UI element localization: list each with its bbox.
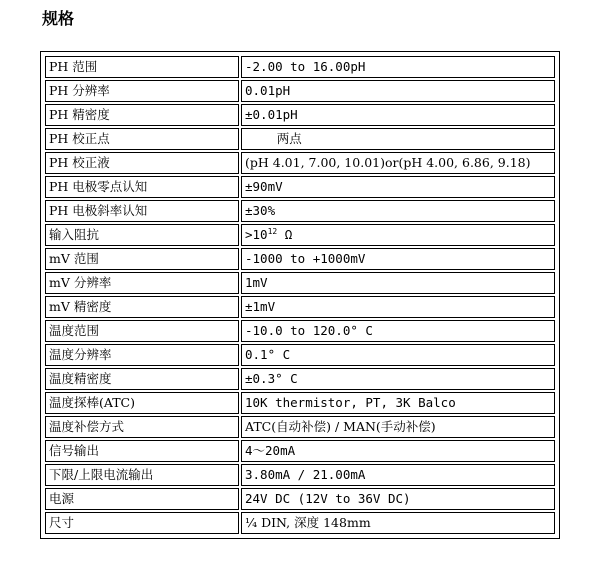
spec-value: 3.80mA / 21.00mA — [241, 464, 555, 486]
spec-value: 0.1° C — [241, 344, 555, 366]
spec-key: PH 分辨率 — [45, 80, 239, 102]
spec-value: ±90mV — [241, 176, 555, 198]
spec-value: ±0.01pH — [241, 104, 555, 126]
spec-key: PH 范围 — [45, 56, 239, 78]
impedance-prefix: >10 — [245, 227, 268, 242]
spec-key: 下限/上限电流输出 — [45, 464, 239, 486]
table-row — [45, 416, 555, 438]
spec-value: 24V DC (12V to 36V DC) — [241, 488, 555, 510]
spec-key: 温度范围 — [45, 320, 239, 342]
table-row — [45, 320, 555, 342]
table-row — [45, 344, 555, 366]
table-row — [45, 200, 555, 222]
spec-value: 10K thermistor, PT, 3K Balco — [241, 392, 555, 414]
table-row — [45, 248, 555, 270]
impedance-exponent: 12 — [267, 226, 278, 236]
table-row — [45, 368, 555, 390]
spec-key: 电源 — [45, 488, 239, 510]
table-row — [45, 104, 555, 126]
spec-key: 温度精密度 — [45, 368, 239, 390]
spec-key: 输入阻抗 — [45, 224, 239, 246]
table-row — [45, 464, 555, 486]
spec-value: -1000 to +1000mV — [241, 248, 555, 270]
spec-value: -10.0 to 120.0° C — [241, 320, 555, 342]
spec-value: 4～20mA — [241, 440, 555, 462]
table-row — [45, 128, 555, 150]
spec-key: mV 分辨率 — [45, 272, 239, 294]
spec-value: 两点 — [241, 128, 555, 150]
spec-value: 1mV — [241, 272, 555, 294]
table-row — [45, 80, 555, 102]
impedance-unit: Ω — [277, 227, 293, 242]
spec-value: (pH 4.01, 7.00, 10.01)or(pH 4.00, 6.86, 9.18) — [241, 152, 555, 174]
spec-key: PH 电极斜率认知 — [45, 200, 239, 222]
table-row — [45, 56, 555, 78]
spec-key: 温度探棒(ATC) — [45, 392, 239, 414]
spec-key: 温度补偿方式 — [45, 416, 239, 438]
spec-table — [40, 51, 560, 539]
table-row — [45, 296, 555, 318]
spec-key: 尺寸 — [45, 512, 239, 534]
table-row — [45, 488, 555, 510]
table-row — [45, 224, 555, 246]
spec-value: ±0.3° C — [241, 368, 555, 390]
spec-key: PH 校正点 — [45, 128, 239, 150]
spec-key: PH 校正液 — [45, 152, 239, 174]
table-row — [45, 272, 555, 294]
spec-key: PH 电极零点认知 — [45, 176, 239, 198]
spec-table-grid — [43, 54, 557, 536]
spec-key: 温度分辨率 — [45, 344, 239, 366]
spec-value: ATC(自动补偿) / MAN(手动补偿) — [241, 416, 555, 438]
page-title: 规格 — [42, 9, 75, 28]
spec-value — [241, 224, 555, 246]
spec-value: ±30% — [241, 200, 555, 222]
spec-key: 信号输出 — [45, 440, 239, 462]
table-row — [45, 152, 555, 174]
spec-value: -2.00 to 16.00pH — [241, 56, 555, 78]
spec-key: PH 精密度 — [45, 104, 239, 126]
table-row — [45, 176, 555, 198]
spec-value: 0.01pH — [241, 80, 555, 102]
spec-value: ±1mV — [241, 296, 555, 318]
table-row — [45, 512, 555, 534]
table-row — [45, 440, 555, 462]
table-row — [45, 392, 555, 414]
spec-key: mV 范围 — [45, 248, 239, 270]
spec-key: mV 精密度 — [45, 296, 239, 318]
spec-value: ¼ DIN, 深度 148mm — [241, 512, 555, 534]
